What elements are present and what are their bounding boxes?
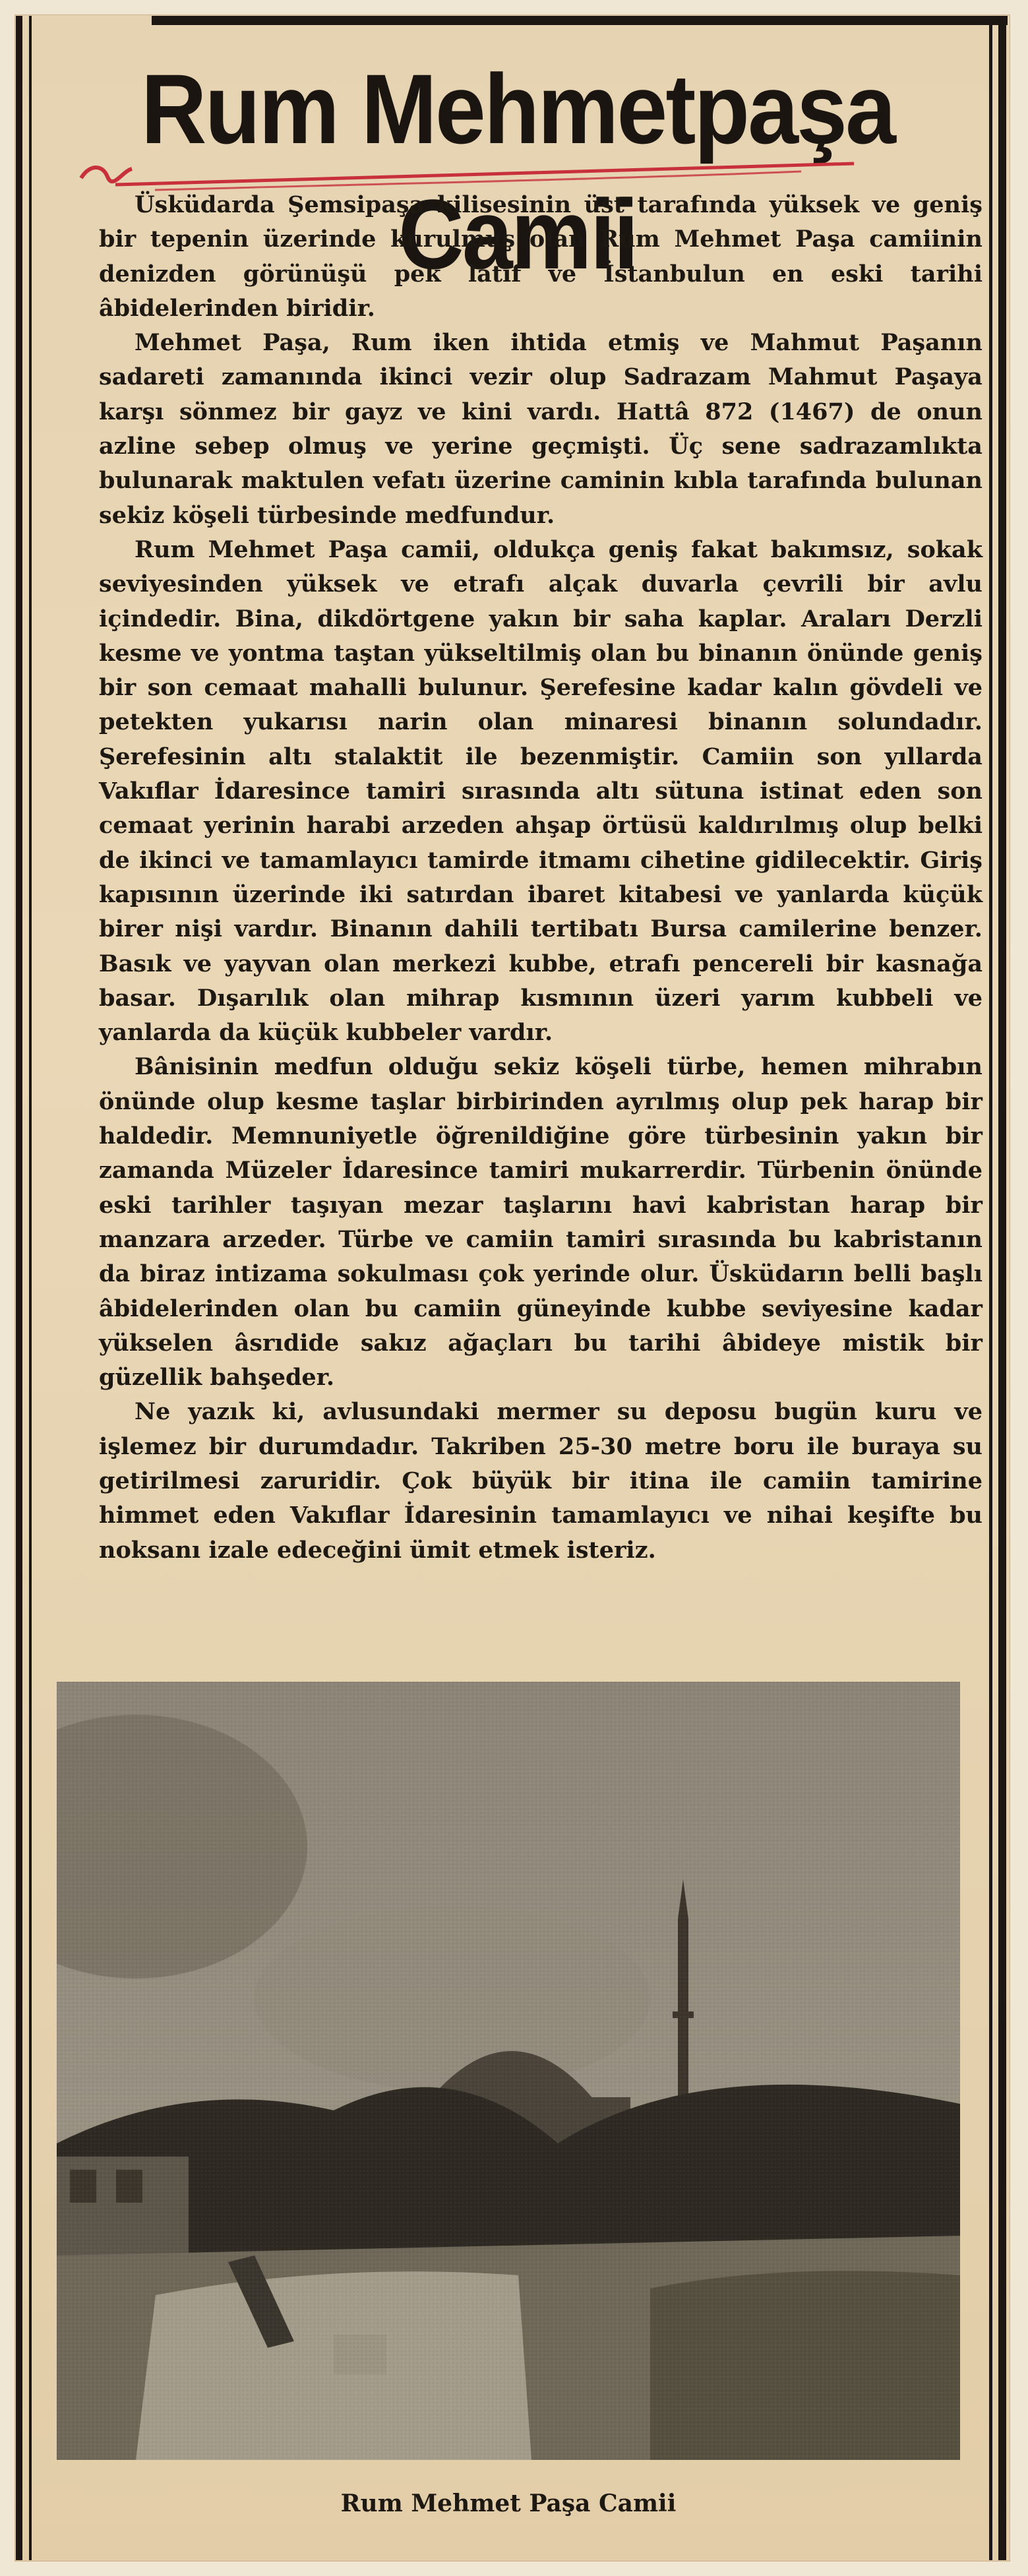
paragraph: Ne yazık ki, avlusundaki mermer su deposu bugün kuru ve işlemez bir durumdadır. Takriben 25-30 metre boru ile buraya su getirilmesi zaruridir. Çok büyük bir itina ile camiin tamirine himmet eden Vakıflar İdaresinin tamamlayıcı ve nihai keşifte bu noksanı izale edeceğini ümit etmek isteriz.: [99, 1398, 983, 1564]
article-title: Rum Mehmetpaşa Camii: [140, 53, 895, 290]
paragraph: Mehmet Paşa, Rum iken ihtida etmiş ve Mahmut Paşanın sadareti zamanında ikinci vezir olup Sadrazam Mahmut Paşaya karşı sönmez bir gayz ve kini vardı. Hattâ 872 (1467) de onun azline sebep olmuş ve yerine geçmişti. Üç sene sadrazamlıkta bulunarak maktulen vefatı üzerine caminin kıbla tarafında bulunan sekiz köşeli türbesinde medfundur.: [99, 329, 983, 529]
article-body: [99, 188, 983, 1568]
paragraph: Üsküdarda Şemsipaşa kilisesinin üst tarafında yüksek ve geniş bir tepenin üzerinde kurulmuş olan Rum Mehmet Paşa camiinin denizden görünüşü pek lâtif ve İstanbulun en eski tarihi âbidelerinden biridir.: [99, 191, 983, 322]
right-border-rule-thin: [989, 16, 992, 2560]
mosque-photo: [57, 1682, 960, 2460]
paragraph: Rum Mehmet Paşa camii, oldukça geniş fakat bakımsız, sokak seviyesinden yüksek ve etrafı alçak duvarla çevrili bir avlu içindedir. Bina, dikdörtgene yakın bir saha kaplar. Araları Derzli kesme ve yontma taştan yükseltilmiş olan bu binanın önünde geniş bir son cemaat mahalli bulunur. Şerefesine kadar kalın gövdeli ve petekten yukarısı narin olan minaresi binanın solundadır. Şerefesinin altı stalaktit ile bezenmiştir. Camiin son yıllarda Vakıflar İdaresince tamiri sırasında altı sütuna istinat eden son cemaat yerinin harabi arzeden ahşap örtüsü kaldırılmış olup belki de ikinci ve tamamlayıcı tamirde itmamı cihetine gidilecektir. Giriş kapısının üzerinde iki satırdan ibaret kitabesi ve yanlarda küçük birer nişi vardır. Binanın dahili tertibatı Bursa camilerine benzer. Basık ve yayvan olan merkezi kubbe, etrafı pencereli bir kasnağa basar. Dışarılık olan mihrap kısmının üzeri yarım kubbeli ve yanlarda da küçük kubbeler vardır.: [99, 536, 983, 1047]
paragraph: Bânisinin medfun olduğu sekiz köşeli türbe, hemen mihrabın önünde olup kesme taşlar birbirinden ayrılmış olup pek harap bir haldedir. Memnuniyetle öğrenildiğine göre türbesinin yakın bir zamanda Müzeler İdaresince tamiri mukarrerdir. Türbenin önünde eski tarihler taşıyan mezar taşlarını havi kabristan harap bir manzara arzeder. Türbe ve camiin tamiri sırasında bu kabristanın da biraz intizama sokulması çok yerinde olur. Üsküdarın belli başlı âbidelerinden olan bu camiin güneyinde kubbe seviyesine kadar yükselen âsrıdide sakız ağaçları bu tarihi âbideye mistik bir güzellik bahşeder.: [99, 1053, 983, 1392]
right-border-rule: [998, 16, 1006, 2560]
photo-caption: Rum Mehmet Paşa Camii: [340, 2490, 677, 2517]
left-border-rule: [16, 16, 22, 2560]
left-border-rule-thin: [29, 16, 32, 2560]
top-border-rule: [152, 16, 1008, 25]
